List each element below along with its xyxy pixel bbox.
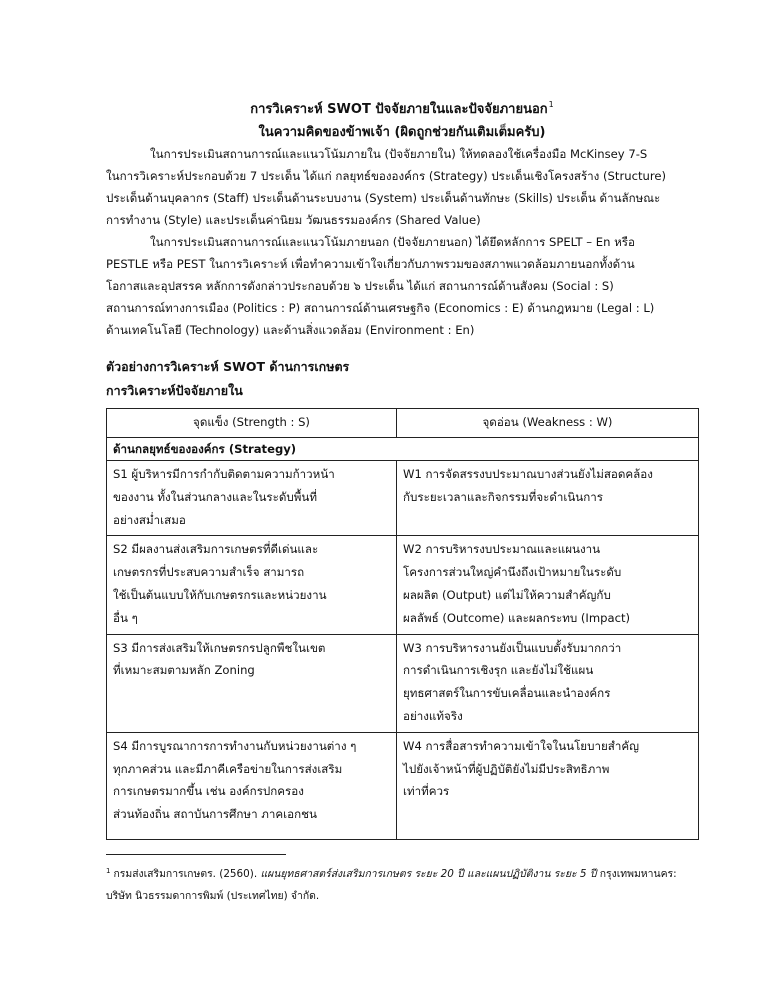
- intro-section: [106, 143, 698, 341]
- table-row: [107, 536, 699, 634]
- cell-line: ส่วนท้องถิ่น สถาบันการศึกษา ภาคเอกชน: [113, 807, 317, 822]
- swot-group-row: [107, 438, 699, 461]
- footnote-title: แผนยุทธศาสตร์ส่งเสริมการเกษตร ระยะ 20 ปี และแผนปฏิบัติงาน ระยะ 5 ปี: [260, 868, 597, 880]
- strategy-group-label: ด้านกลยุทธ์ขององค์กร (Strategy): [107, 438, 699, 461]
- paragraph-line: ด้านเทคโนโลยี (Technology) และด้านสิ่งแวดล้อม (Environment : En): [106, 323, 475, 337]
- page-title-text: การวิเคราะห์ SWOT ปัจจัยภายในและปัจจัยภายนอก: [250, 102, 548, 117]
- footnote-marker: 1: [106, 867, 111, 875]
- page-title: [106, 93, 698, 121]
- cell-line: ที่เหมาะสมตามหลัก Zoning: [113, 663, 255, 678]
- strength-cell-s3: [107, 634, 397, 732]
- paragraph-line: ในการประเมินสถานการณ์และแนวโน้มภายนอก (ปัจจัยภายนอก) ได้ยึดหลักการ SPELT – En หรือ: [150, 235, 635, 249]
- strength-header: จุดแข็ง (Strength : S): [107, 409, 397, 438]
- cell-line: ผลผลิต (Output) แต่ไม่ให้ความสำคัญกับ: [403, 587, 611, 602]
- footnote-line-2: บริษัท นิวธรรมดาการพิมพ์ (ประเทศไทย) จำกัด.: [106, 890, 320, 902]
- paragraph-line: สถานการณ์ทางการเมือง (Politics : P) สถานการณ์ด้านเศรษฐกิจ (Economics : E) ด้านกฎหมาย (Legal : L): [106, 301, 655, 315]
- weakness-cell-w1: [397, 461, 699, 536]
- footnote-divider: [106, 854, 286, 855]
- weakness-cell-w4: [397, 732, 699, 839]
- intro-paragraph-2: [106, 231, 698, 341]
- cell-line: การเกษตรมากขึ้น เช่น องค์กรปกครอง: [113, 784, 304, 799]
- cell-line: W1 การจัดสรรงบประมาณบางส่วนยังไม่สอดคล้อง: [403, 467, 653, 481]
- cell-line: S2 มีผลงานส่งเสริมการเกษตรที่ดีเด่นและ: [113, 542, 319, 557]
- cell-line: เท่าที่ควร: [403, 784, 450, 799]
- cell-line: อย่างแท้จริง: [403, 708, 463, 723]
- cell-line: การดำเนินการเชิงรุก และยังไม่ใช้แผน: [403, 663, 594, 678]
- cell-line: ยุทธศาสตร์ในการขับเคลื่อนและนำองค์กร: [403, 686, 611, 701]
- cell-line: S4 มีการบูรณาการการทำงานกับหน่วยงานต่าง ๆ: [113, 738, 357, 753]
- swot-table: [106, 408, 699, 840]
- paragraph-line: การทำงาน (Style) และประเด็นค่านิยม วัฒนธรรมองค์กร (Shared Value): [106, 213, 481, 227]
- paragraph-line: ประเด็นด้านบุคลากร (Staff) ประเด็นด้านระบบงาน (System) ประเด็นด้านทักษะ (Skills) ประเด็น ด้านลักษณะ: [106, 191, 661, 205]
- table-row: [107, 634, 699, 732]
- table-row: [107, 732, 699, 839]
- title-block: [106, 93, 698, 144]
- cell-line: โครงการส่วนใหญ่คำนึงถึงเป้าหมายในระดับ: [403, 565, 622, 580]
- cell-line: อย่างสม่ำเสมอ: [113, 512, 186, 527]
- cell-line: S3 มีการส่งเสริมให้เกษตรกรปลูกพืชในเขต: [113, 640, 326, 655]
- weakness-header: จุดอ่อน (Weakness : W): [397, 409, 699, 438]
- cell-line: W3 การบริหารงานยังเป็นแบบตั้งรับมากกว่า: [403, 640, 622, 655]
- cell-line: กับระยะเวลาและกิจกรรมที่จะดำเนินการ: [403, 489, 603, 504]
- strength-cell-s4: [107, 732, 397, 839]
- cell-line: W4 การสื่อสารทำความเข้าใจในนโยบายสำคัญ: [403, 738, 639, 753]
- cell-line: ใช้เป็นต้นแบบให้กับเกษตรกรและหน่วยงาน: [113, 587, 327, 602]
- footnote-line-1: [106, 860, 706, 885]
- paragraph-line: โอกาสและอุปสรรค หลักการดังกล่าวประกอบด้วย ๖ ประเด็น ได้แก่ สถานการณ์ด้านสังคม (Social : S): [106, 279, 614, 293]
- page-subtitle: ในความคิดของข้าพเจ้า (ผิดถูกช่วยกันเติมเต็มครับ): [258, 125, 546, 140]
- table-row: [107, 461, 699, 536]
- footnote-publisher-city: กรุงเทพมหานคร:: [599, 868, 677, 880]
- cell-line: ทุกภาคส่วน และมีภาคีเครือข่ายในการส่งเสริม: [113, 761, 343, 776]
- cell-line: ผลลัพธ์ (Outcome) และผลกระทบ (Impact): [403, 610, 631, 625]
- paragraph-line: PESTLE หรือ PEST ในการวิเคราะห์ เพื่อทำความเข้าใจเกี่ยวกับภาพรวมของสภาพแวดล้อมภายนอกทั้งด้าน: [106, 257, 635, 271]
- intro-paragraph-1: [106, 143, 698, 231]
- section-heading: ตัวอย่างการวิเคราะห์ SWOT ด้านการเกษตร: [106, 359, 350, 374]
- cell-line: ไปยังเจ้าหน้าที่ผู้ปฏิบัติยังไม่มีประสิทธิภาพ: [403, 761, 610, 776]
- subsection-heading: การวิเคราะห์ปัจจัยภายใน: [106, 383, 243, 398]
- title-footnote-marker[interactable]: 1: [548, 100, 554, 109]
- paragraph-line: ในการประเมินสถานการณ์และแนวโน้มภายใน (ปัจจัยภายใน) ให้ทดลองใช้เครื่องมือ McKinsey 7-S: [150, 147, 648, 161]
- cell-line: S1 ผู้บริหารมีการกำกับติดตามความก้าวหน้า: [113, 467, 335, 481]
- cell-line: W2 การบริหารงบประมาณและแผนงาน: [403, 542, 601, 557]
- strength-cell-s1: [107, 461, 397, 536]
- footnote-author: กรมส่งเสริมการเกษตร. (2560).: [113, 868, 258, 880]
- swot-header-row: [107, 409, 699, 438]
- cell-line: เกษตรกรที่ประสบความสำเร็จ สามารถ: [113, 565, 305, 580]
- paragraph-line: ในการวิเคราะห์ประกอบด้วย 7 ประเด็น ได้แก่ กลยุทธ์ขององค์กร (Strategy) ประเด็นเชิงโครงสร้าง (Structure): [106, 169, 667, 183]
- footnote: [106, 860, 706, 907]
- weakness-cell-w3: [397, 634, 699, 732]
- cell-line: ของงาน ทั้งในส่วนกลางและในระดับพื้นที่: [113, 489, 317, 504]
- cell-line: อื่น ๆ: [113, 610, 138, 625]
- weakness-cell-w2: [397, 536, 699, 634]
- strength-cell-s2: [107, 536, 397, 634]
